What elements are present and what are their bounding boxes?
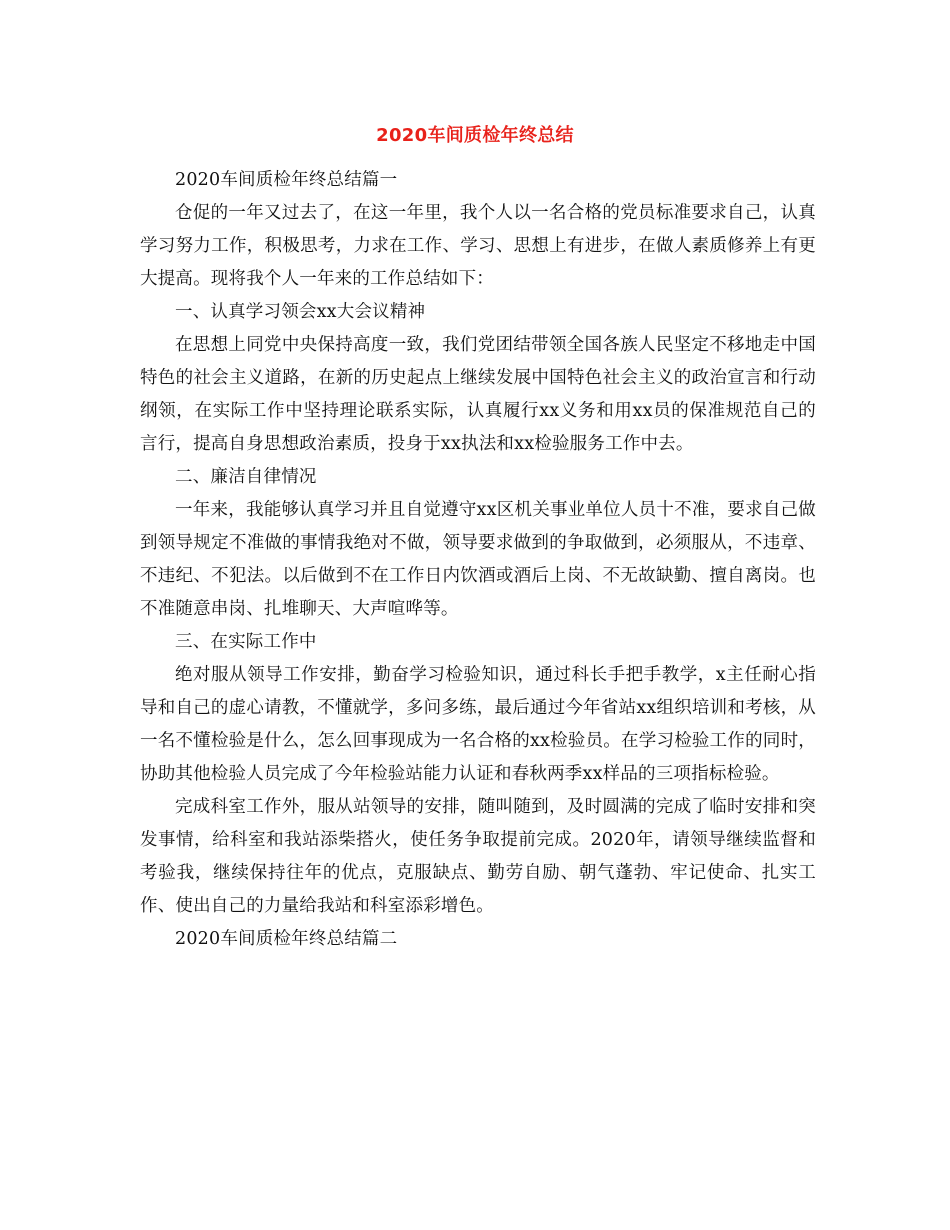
document-body <box>140 164 816 956</box>
section-heading-part-1: 2020车间质检年终总结篇一 <box>175 170 398 190</box>
intro-paragraph: 仓促的一年又过去了，在这一年里，我个人以一名合格的党员标准要求自己，认真学习努力工作，积极思考，力求在工作、学习、思想上有进步，在做人素质修养上有更大提高。现将我个人一年来的工作总结如下： <box>140 203 816 289</box>
work-paragraph: 绝对服从领导工作安排，勤奋学习检验知识，通过科长手把手教学，x主任耐心指导和自己的虚心请教，不懂就学，多问多练，最后通过今年省站xx组织培训和考核，从一名不懂检验是什么，怎么回事现成为一名合格的xx检验员。在学习检验工作的同时，协助其他检验人员完成了今年检验站能力认证和春秋两季xx样品的三项指标检验。 <box>140 665 816 784</box>
summary-paragraph: 完成科室工作外，服从站领导的安排，随叫随到，及时圆满的完成了临时安排和突发事情，给科室和我站添柴搭火，使任务争取提前完成。2020年，请领导继续监督和考验我，继续保持往年的优点，克服缺点、勤劳自励、朝气蓬勃、牢记使命、扎实工作、使出自己的力量给我站和科室添彩增色。 <box>140 797 816 916</box>
section-heading-study: 一、认真学习领会xx大会议精神 <box>175 302 426 322</box>
section-heading-part-2: 2020车间质检年终总结篇二 <box>175 929 398 949</box>
document-title: 2020车间质检年终总结 <box>376 125 574 146</box>
study-paragraph: 在思想上同党中央保持高度一致，我们党团结带领全国各族人民坚定不移地走中国特色的社会主义道路，在新的历史起点上继续发展中国特色社会主义的政治宣言和行动纲领，在实际工作中坚持理论联系实际，认真履行xx义务和用xx员的保准规范自己的言行，提高自身思想政治素质，投身于xx执法和xx检验服务工作中去。 <box>140 335 816 454</box>
section-heading-discipline: 二、廉洁自律情况 <box>175 467 317 487</box>
section-heading-work: 三、在实际工作中 <box>175 632 317 652</box>
discipline-paragraph: 一年来，我能够认真学习并且自觉遵守xx区机关事业单位人员十不准，要求自己做到领导规定不准做的事情我绝对不做，领导要求做到的争取做到，必须服从，不违章、不违纪、不犯法。以后做到不在工作日内饮酒或酒后上岗、不无故缺勤、擅自离岗。也不准随意串岗、扎堆聊天、大声喧哗等。 <box>140 500 816 619</box>
